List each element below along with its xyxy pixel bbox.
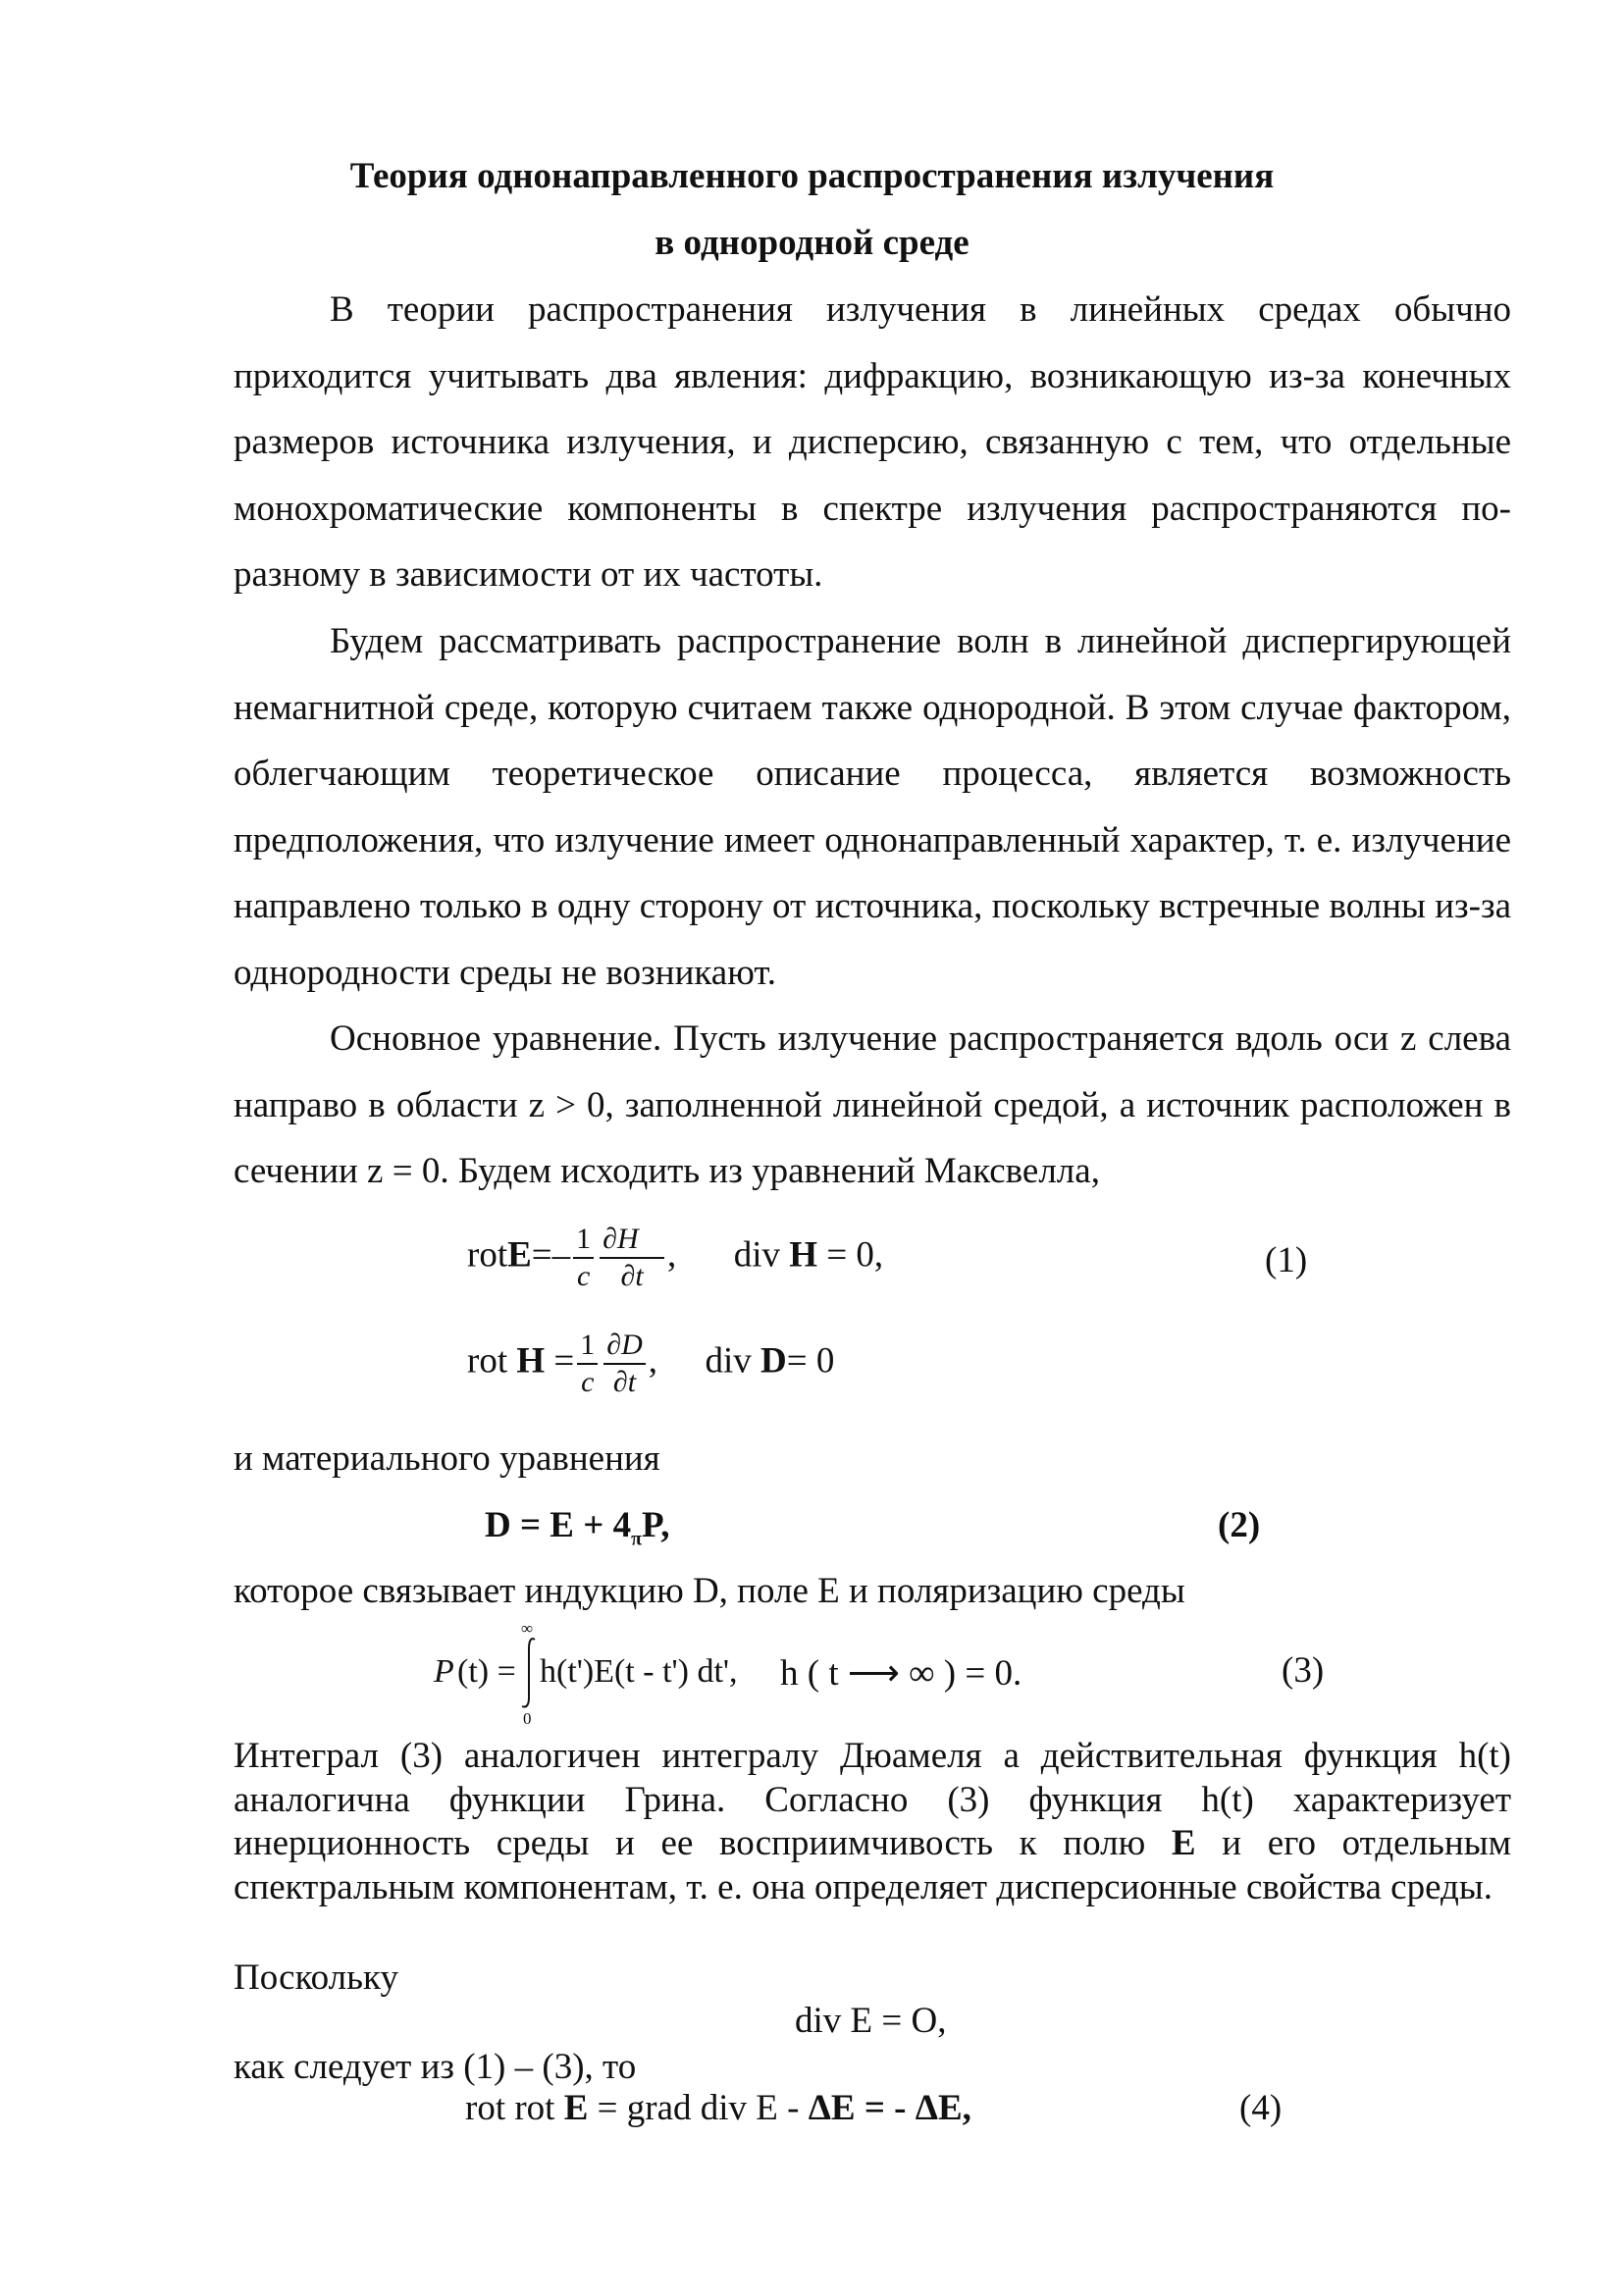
eq2-left: D = E + 4	[485, 1505, 632, 1545]
eq1a-frac-1-c: $\frac{1}{c}$	[573, 1225, 594, 1291]
eq1b-frac-dD-dt: $\frac{\partial D}{\partial t}$	[603, 1331, 646, 1397]
equation-4-number: (4)	[1239, 2088, 1283, 2128]
eq1b-D: D	[760, 1340, 787, 1382]
eq3-lower-limit: 0	[523, 1709, 532, 1728]
eq1b-H: H	[516, 1340, 546, 1382]
eq3-lhs-arg: (t) =	[457, 1653, 516, 1690]
eq1b-div: div	[705, 1340, 752, 1382]
eq1a-eq: =–	[531, 1234, 571, 1276]
paragraph-1: В теории распространения излучения в линейных средах обычно приходится учитывать два явления: дифракцию, возникающую из-за конечных размеров источника излучения, и дисперсию, связанную с тем, что отдельные монохроматические компоненты в спектре излучения распространяются по-разному в зависимости от их частоты.	[234, 289, 1511, 595]
eq1a-rot: rot	[467, 1234, 508, 1276]
paragraph-5: которое связывает индукцию D, поле E и поляризацию среды	[234, 1571, 1185, 1611]
eq1b-eq: =	[553, 1340, 575, 1382]
paragraph-6-bold-E: E	[1171, 1823, 1196, 1863]
eq1b-rest: = 0	[786, 1340, 835, 1382]
paragraph-6-text: Интеграл (3) аналогичен интегралу Дюамеля а действительная функция h(t) аналогична функции Грина. Согласно (3) функция h(t) характеризует инерционность среды и ее восприимчивость к полю	[234, 1736, 1511, 1863]
eq2-pi: π	[631, 1528, 643, 1550]
eq4-deltaE-2: ΔE,	[915, 2088, 971, 2128]
eq1a-comma: ,	[667, 1234, 677, 1276]
eq1a-frac-dH-dt: $\frac{\partial H⃗}{\partial t}$	[600, 1225, 664, 1291]
equation-1a	[467, 1225, 883, 1291]
paragraph-4: и материального уравнения	[234, 1438, 660, 1479]
eq1a-div: div	[733, 1234, 781, 1276]
eq1b-frac-1-c: $\frac{1}{c}$	[577, 1331, 598, 1397]
title-line-1: Теория однонаправленного распространения излучения	[349, 156, 1275, 196]
eq3-condition: h ( t ⟶ ∞ ) = 0.	[780, 1653, 1022, 1694]
equation-3-number: (3)	[1282, 1650, 1325, 1691]
equation-4	[465, 2089, 971, 2128]
equation-2	[485, 1506, 670, 1558]
paragraph-6-end: и его отдельным спектральным компонентам, т. е. она определяет дисперсионные свойства среды.	[234, 1823, 1511, 1907]
eq4-deltaE-1: ΔE	[808, 2088, 856, 2128]
paragraph-6	[234, 1735, 1511, 1909]
paragraph-2: Будем рассматривать распространение волн в линейной диспергирующей немагнитной среде, которую считаем также однородной. В этом случае фактором, облегчающим теоретическое описание процесса, является возможность предположения, что излучение имеет однонаправленный характер, т. е. излучение направлено только в одну сторону от источника, поскольку встречные волны из-за однородности среды не возникают.	[234, 621, 1511, 993]
paragraph-8: как следует из (1) – (3), то	[234, 2047, 637, 2087]
equation-2-number: (2)	[1218, 1505, 1261, 1545]
eq3-integrand: h(t')E(t - t') dt',	[540, 1653, 738, 1690]
equation-1b	[467, 1331, 834, 1397]
eq4-rotrot: rot rot	[465, 2088, 555, 2128]
equation-1-number: (1)	[1265, 1240, 1308, 1280]
eq1a-E: E	[507, 1234, 532, 1276]
equation-div-E: div E = O,	[795, 2001, 947, 2041]
equation-3	[434, 1619, 1062, 1727]
eq1a-rest: = 0,	[826, 1234, 884, 1276]
eq3-lhs-P: P	[434, 1653, 454, 1690]
eq4-grad: = grad div E -	[597, 2088, 800, 2128]
paragraph-7: Поскольку	[234, 1957, 398, 1998]
paragraph-3: Основное уравнение. Пусть излучение распространяется вдоль оси z слева направо в области z > 0, заполненной линейной средой, а источник расположен в сечении z = 0. Будем исходить из уравнений Максвелла,	[234, 1018, 1511, 1191]
eq4-E: E	[563, 2088, 589, 2128]
eq1b-rot: rot	[467, 1340, 508, 1382]
title-line-2: в однородной среде	[655, 223, 969, 263]
eq1b-comma: ,	[648, 1340, 658, 1382]
integral-sign-icon	[518, 1637, 540, 1709]
eq3-upper-limit: ∞	[521, 1619, 534, 1638]
eq4-minus: = -	[864, 2088, 907, 2128]
eq1a-H: H	[789, 1234, 818, 1276]
eq2-right: P,	[642, 1505, 670, 1545]
